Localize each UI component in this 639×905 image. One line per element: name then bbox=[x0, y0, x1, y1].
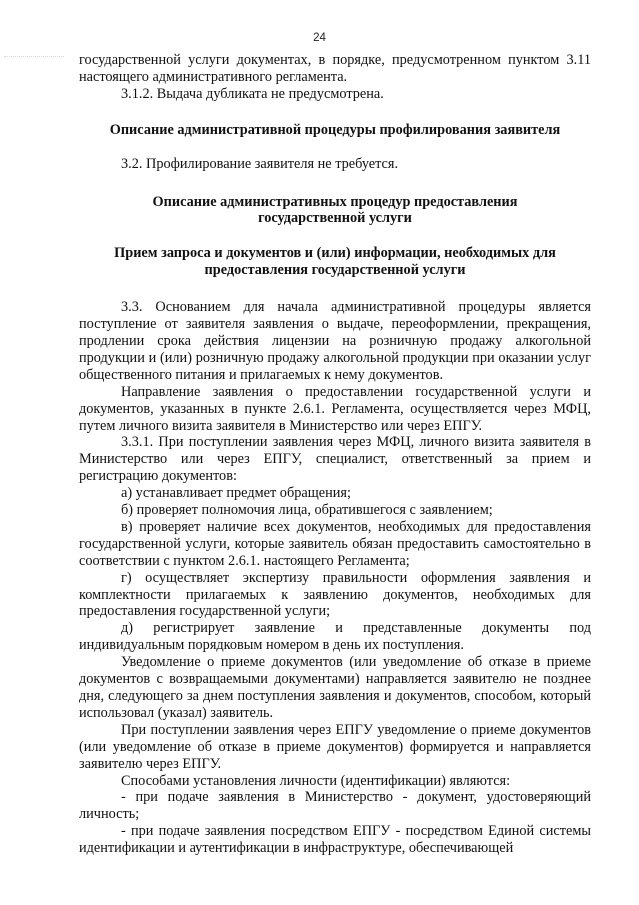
paragraph-continuation: государственной услуги документах, в порядке, предусмотренном пунктом 3.11 настоящего административного регламента. bbox=[79, 52, 591, 85]
paragraph-3-2: 3.2. Профилирование заявителя не требуется. bbox=[121, 155, 399, 172]
page-number: 24 bbox=[313, 32, 326, 44]
paragraph-3-3-1: 3.3.1. При поступлении заявления через МФЦ, личного визита заявителя в Министерство или через ЕПГУ, специалист, ответственный за прием и регистрацию документов: bbox=[79, 434, 591, 485]
list-item-d: д) регистрирует заявление и представленные документы под индивидуальным порядковым номером в день их поступления. bbox=[79, 620, 591, 654]
heading-request-acceptance: Прием запроса и документов и (или) информации, необходимых для предоставления государственной услуги bbox=[114, 245, 556, 279]
paragraph-epgu-notification: При поступлении заявления через ЕПГУ уведомление о приеме документов (или уведомление об отказе в приеме документов) формируется и направляется заявителю через ЕПГУ. bbox=[79, 721, 591, 772]
list-item-a: а) устанавливает предмет обращения; bbox=[121, 485, 351, 502]
scan-artifact bbox=[4, 56, 64, 61]
page-body bbox=[79, 52, 591, 857]
paragraph-3-1-2: 3.1.2. Выдача дубликата не предусмотрена. bbox=[121, 85, 384, 102]
paragraph-submission-channels: Направление заявления о предоставлении государственной услуги и документов, указанных в пункте 2.6.1. Регламента, осуществляется через МФЦ, путем личного визита заявителя в Министерство или через ЕПГУ. bbox=[79, 383, 591, 434]
list-item-b: б) проверяет полномочия лица, обратившегося с заявлением; bbox=[121, 502, 493, 519]
heading-procedures: Описание административных процедур предоставления государственной услуги bbox=[152, 193, 518, 227]
list-item-ministry-id: - при подаче заявления в Министерство - документ, удостоверяющий личность; bbox=[79, 789, 591, 823]
paragraph-3-3: 3.3. Основанием для начала административной процедуры является поступление от заявителя заявления о выдаче, переоформлении, прекращения, продлении срока действия лицензии на розничную продажу алкогольной продукции и (или) розничную продажу алкогольной продукции при оказании услуг общественного питания и прилагаемых к нему документов. bbox=[79, 299, 591, 383]
list-item-g: г) осуществляет экспертизу правильности оформления заявления и комплектности прилагаемых к заявлению документов, необходимых для предоставления государственной услуги; bbox=[79, 569, 591, 620]
paragraph-notification: Уведомление о приеме документов (или уведомление об отказе в приеме документов с возвращаемыми документами) направляется заявителю не позднее дня, следующего за днем поступления заявления и документов, способом, который использовал (указал) заявитель. bbox=[79, 654, 591, 721]
list-item-v: в) проверяет наличие всех документов, необходимых для предоставления государственной услуги, которые заявитель обязан предоставить самостоятельно в соответствии с пунктом 2.6.1. настоящего Регламента; bbox=[79, 518, 591, 569]
heading-profiling: Описание административной процедуры профилирования заявителя bbox=[109, 121, 561, 138]
list-item-epgu-id: - при подаче заявления посредством ЕПГУ - посредством Единой системы идентификации и аутентификации в инфраструктуре, обеспечивающей bbox=[79, 823, 591, 857]
paragraph-identification-methods: Способами установления личности (идентификации) являются: bbox=[121, 772, 511, 789]
